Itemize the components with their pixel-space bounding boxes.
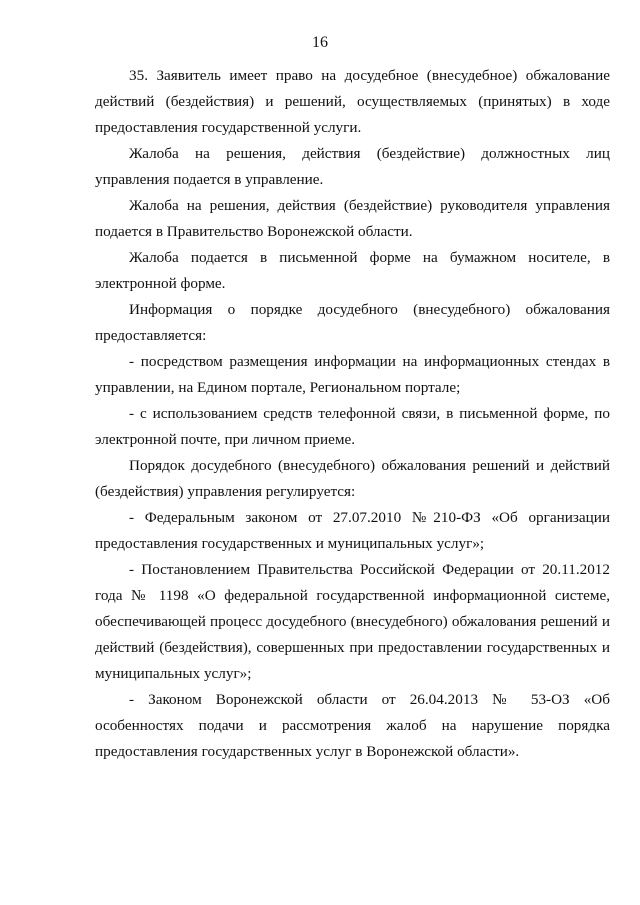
list-item-stands: - посредством размещения информации на информационных стендах в управлении, на Едином портале, Региональном портале;: [95, 353, 610, 396]
paragraph-complaint-form: Жалоба подается в письменной форме на бумажном носителе, в электронной форме.: [95, 249, 610, 292]
list-item-federal-law: - Федеральным законом от 27.07.2010 №210-ФЗ «Об организации предоставления государственных и муниципальных услуг»;: [95, 509, 610, 552]
paragraph-information-intro: Информация о порядке досудебного (внесудебного) обжалования предоставляется:: [95, 301, 610, 344]
list-item-phone: - с использованием средств телефонной связи, в письменной форме, по электронной почте, при личном приеме.: [95, 405, 610, 448]
page-number: 16: [312, 34, 328, 51]
paragraph-35-right-to-appeal: 35. Заявитель имеет право на досудебное (внесудебное) обжалование действий (бездействия) и решений, осуществляемых (принятых) в ходе предоставления государственной услуги.: [95, 67, 610, 136]
list-item-government-decree: - Постановлением Правительства Российской Федерации от 20.11.2012 года № 1198 «О федеральной государственной информационной системе, обеспечивающей процесс досудебного (внесудебного) обжалования решений и действий (бездействия), совершенных при предоставлении государственных и муниципальных услуг»;: [95, 561, 610, 682]
paragraph-regulation-intro: Порядок досудебного (внесудебного) обжалования решений и действий (бездействия) управления регулируется:: [95, 457, 610, 500]
paragraph-complaint-officials: Жалоба на решения, действия (бездействие) должностных лиц управления подается в управление.: [95, 145, 610, 188]
list-item-regional-law: - Законом Воронежской области от 26.04.2013 № 53-ОЗ «Об особенностях подачи и рассмотрения жалоб на нарушение порядка предоставления государственных услуг в Воронежской области».: [95, 691, 610, 760]
paragraph-complaint-head: Жалоба на решения, действия (бездействие) руководителя управления подается в Правительство Воронежской области.: [95, 197, 610, 240]
document-body: [95, 63, 610, 765]
